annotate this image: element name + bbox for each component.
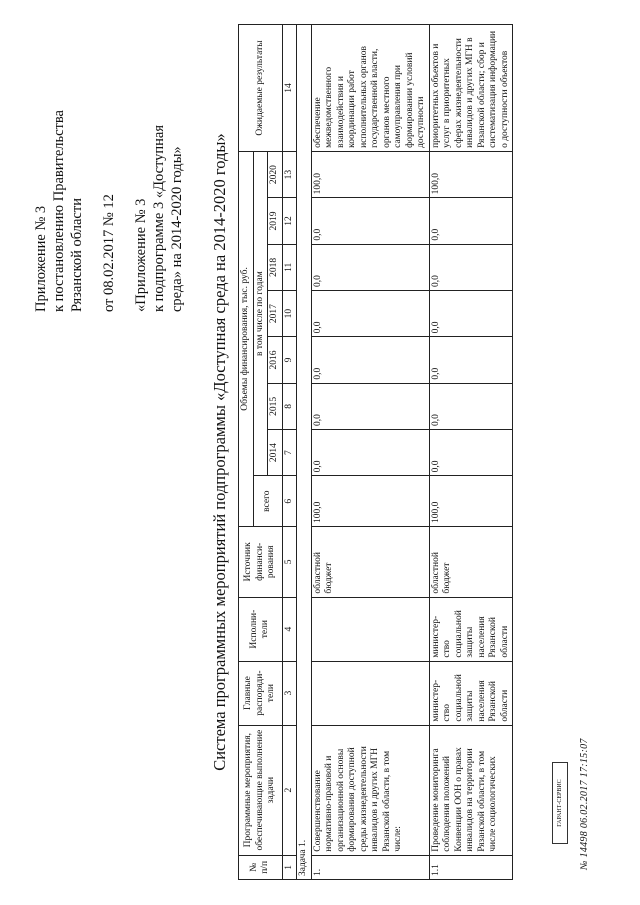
row-value: 0,0 bbox=[311, 198, 429, 244]
row-source: областной бюджет bbox=[311, 527, 429, 598]
row-value: 0,0 bbox=[429, 429, 513, 475]
col-header-volumes: Объемы финансирования, тыс. руб. bbox=[239, 151, 254, 526]
column-number: 10 bbox=[282, 291, 297, 337]
table-row bbox=[311, 25, 429, 880]
column-number: 4 bbox=[282, 597, 297, 661]
row-value: 100,0 bbox=[429, 151, 513, 197]
row-source: областной бюджет bbox=[429, 527, 513, 598]
header-line: к постановлению Правительства bbox=[51, 110, 67, 312]
document-header bbox=[32, 82, 186, 312]
header-line: Рязанской области bbox=[69, 198, 85, 312]
task-row bbox=[297, 25, 312, 880]
header-line: «Приложение № 3 bbox=[133, 198, 149, 312]
year-header: 2017 bbox=[268, 291, 283, 337]
header-line: среда» на 2014-2020 годы» bbox=[169, 146, 185, 312]
events-table bbox=[238, 24, 513, 880]
year-header: 2020 bbox=[268, 151, 283, 197]
column-number: 1 bbox=[282, 855, 297, 879]
row-value: 0,0 bbox=[429, 244, 513, 290]
col-header-executors: Исполни-тели bbox=[239, 597, 283, 661]
column-number: 3 bbox=[282, 661, 297, 725]
document-title: Система программных мероприятий подпрограммы «Доступная среда на 2014-2020 годы» bbox=[210, 133, 229, 771]
column-number: 14 bbox=[282, 25, 297, 152]
row-value: 0,0 bbox=[429, 198, 513, 244]
column-number: 5 bbox=[282, 527, 297, 598]
col-header-events: Программные мероприятия, обеспечивающие выполнение задачи bbox=[239, 725, 283, 855]
row-event: Проведение мониторинга соблюдения положений Конвенции ООН о правах инвалидов на территории Рязанской области, в том числе социологических bbox=[429, 725, 513, 855]
col-header-source: Источник финанси-рования bbox=[239, 527, 283, 598]
column-number: 6 bbox=[282, 476, 297, 527]
row-value: 0,0 bbox=[311, 429, 429, 475]
row-value: 100,0 bbox=[311, 151, 429, 197]
row-value: 0,0 bbox=[311, 291, 429, 337]
row-num: 1.1 bbox=[429, 855, 513, 879]
row-value: 0,0 bbox=[429, 291, 513, 337]
registration-stamp: № 14498 06.02.2017 17:15:07 bbox=[579, 738, 590, 870]
row-value: 0,0 bbox=[311, 383, 429, 429]
rotated-page bbox=[10, 12, 630, 892]
year-header: 2018 bbox=[268, 244, 283, 290]
year-header: 2014 bbox=[268, 429, 283, 475]
registration-logo: ГАРАНТ-СЕРВИС bbox=[552, 762, 568, 844]
col-header-num: № п/п bbox=[239, 855, 283, 879]
year-header: 2016 bbox=[268, 337, 283, 383]
row-executor bbox=[311, 597, 429, 661]
column-number: 11 bbox=[282, 244, 297, 290]
header-line: от 08.02.2017 № 12 bbox=[101, 194, 117, 312]
column-number: 2 bbox=[282, 725, 297, 855]
row-total: 100,0 bbox=[429, 476, 513, 527]
row-value: 0,0 bbox=[311, 244, 429, 290]
column-number: 7 bbox=[282, 429, 297, 475]
row-value: 0,0 bbox=[429, 383, 513, 429]
col-header-by-years: в том числе по годам bbox=[253, 151, 268, 475]
column-number: 8 bbox=[282, 383, 297, 429]
table-row bbox=[429, 25, 513, 880]
header-line: Приложение № 3 bbox=[33, 205, 49, 312]
row-value: 0,0 bbox=[429, 337, 513, 383]
col-header-results: Ожидаемые результаты bbox=[239, 25, 283, 152]
row-manager: министер-ство социальной защиты населения Рязанской области bbox=[429, 661, 513, 725]
row-result: обеспечение межведомственного взаимодействия и координации работ исполнительных органов государственной власти, органов местного самоуправления при формировании условий доступности bbox=[311, 25, 429, 152]
row-value: 0,0 bbox=[311, 337, 429, 383]
column-number: 9 bbox=[282, 337, 297, 383]
header-line: к подпрограмме 3 «Доступная bbox=[151, 124, 167, 312]
column-number: 12 bbox=[282, 198, 297, 244]
row-event: Совершенствование нормативно-правовой и организационной основы формирования доступной среды жизнедеятельности инвалидов и других МГН Рязанской области, в том числе: bbox=[311, 725, 429, 855]
row-result: приоритетных объектов и услуг в приоритетных сферах жизнедеятельности инвалидов и других МГН в Рязанской области; сбор и систематизация информации о доступности объектов bbox=[429, 25, 513, 152]
year-header: 2015 bbox=[268, 383, 283, 429]
year-header: 2019 bbox=[268, 198, 283, 244]
task-label: Задача 1. bbox=[297, 25, 312, 880]
column-number: 13 bbox=[282, 151, 297, 197]
header-row bbox=[239, 25, 254, 880]
col-header-managers: Главные распоряди-тели bbox=[239, 661, 283, 725]
row-total: 100,0 bbox=[311, 476, 429, 527]
row-manager bbox=[311, 661, 429, 725]
column-number-row bbox=[282, 25, 297, 880]
col-header-total: всего bbox=[253, 476, 282, 527]
row-num: 1. bbox=[311, 855, 429, 879]
row-executor: министер-ство социальной защиты населения Рязанской области bbox=[429, 597, 513, 661]
